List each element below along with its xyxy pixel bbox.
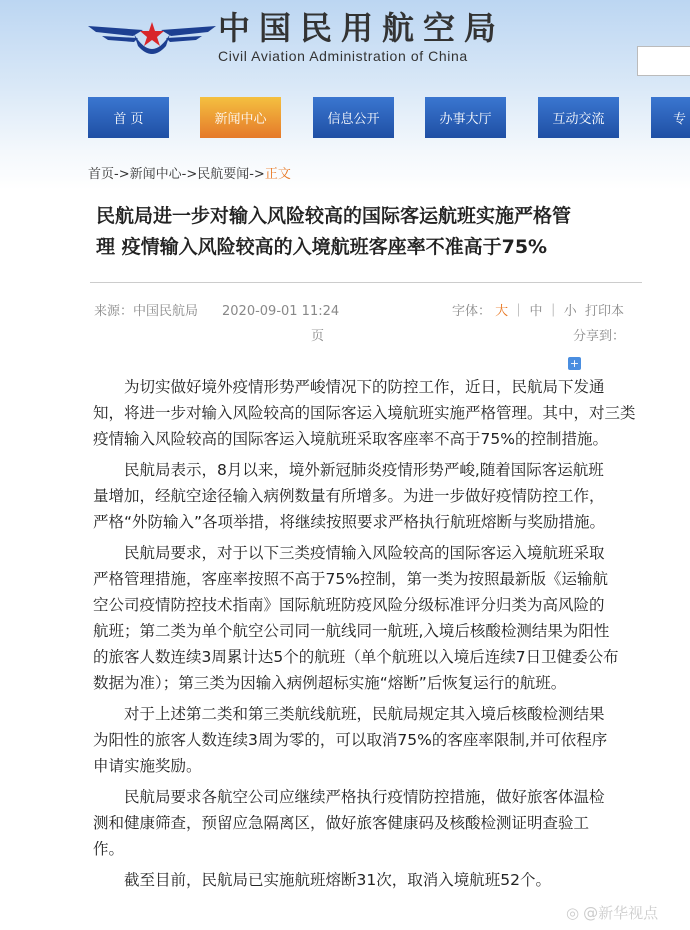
paragraph-line: 疫情输入风险较高的国际客运入境航班采取客座率不高于75%的控制措施。 <box>93 430 608 448</box>
print-button-cont[interactable]: 页 <box>311 329 325 344</box>
article-paragraph <box>93 374 653 452</box>
nav-info-public[interactable]: 信息公开 <box>313 97 394 138</box>
paragraph-line: 申请实施奖励。 <box>93 757 202 775</box>
paragraph-line: 民航局要求，对于以下三类疫情输入风险较高的国际客运入境航班采取 <box>93 544 605 562</box>
share-label: 分享到： <box>573 329 626 344</box>
paragraph-line: 严格“外防输入”各项举措，将继续按照要求严格执行航班熔断与奖励措施。 <box>93 513 606 531</box>
site-title-en: Civil Aviation Administration of China <box>218 48 468 64</box>
divider <box>90 282 642 283</box>
paragraph-line: 数据为准）；第三类为因输入病例超标实施“熔断”后恢复运行的航班。 <box>93 674 567 692</box>
article-paragraph <box>93 540 653 696</box>
article-title <box>96 201 656 263</box>
breadcrumb <box>88 163 291 182</box>
nav-news-center[interactable]: 新闻中心 <box>200 97 281 138</box>
print-button[interactable]: 打印本 <box>585 304 625 319</box>
font-label: 字体： <box>452 304 492 319</box>
article-paragraph <box>93 701 653 779</box>
paragraph-line: 的旅客人数连续3周累计达5个的航班（单个航班以入境后连续7日卫健委公布 <box>93 648 619 666</box>
paragraph-line: 空公司疫情防控技术指南》国际航班防疫风险分级标准评分归类为高风险的 <box>93 596 605 614</box>
watermark-text: @新华视点 <box>583 904 659 922</box>
breadcrumb-sep: -> <box>181 167 198 182</box>
site-header <box>0 0 690 190</box>
font-small-button[interactable]: 小 <box>563 304 577 319</box>
nav-service-hall[interactable]: 办事大厅 <box>425 97 506 138</box>
paragraph-line: 知，将进一步对输入风险较高的国际客运入境航班实施严格管理。其中，对三类 <box>93 404 636 422</box>
article-paragraph <box>93 784 653 862</box>
breadcrumb-home[interactable]: 首页 <box>88 167 115 182</box>
breadcrumb-news[interactable]: 新闻中心 <box>129 167 182 182</box>
font-size-controls: 字体： 大 ｜ 中 ｜ 小 打印本 <box>452 304 625 319</box>
paragraph-line: 民航局表示，8月以来，境外新冠肺炎疫情形势严峻,随着国际客运航班 <box>93 461 604 479</box>
paragraph-line: 为阳性的旅客人数连续3周为零的，可以取消75%的客座率限制,并可依程序 <box>93 731 608 749</box>
search-input[interactable] <box>637 46 690 76</box>
nav-interaction[interactable]: 互动交流 <box>538 97 619 138</box>
caac-logo-icon <box>88 20 216 60</box>
title-line: 民航局进一步对输入风险较高的国际客运航班实施严格管 <box>96 205 572 227</box>
breadcrumb-current: 正文 <box>264 167 291 182</box>
weibo-icon: ◎ <box>566 904 580 922</box>
paragraph-line: 作。 <box>93 840 125 858</box>
article-date: 2020-09-01 11:24 <box>222 304 340 319</box>
article-body <box>93 374 653 898</box>
site-title-cn: 中国民用航空局 <box>218 9 506 47</box>
article-paragraph <box>93 457 653 535</box>
font-big-button[interactable]: 大 <box>495 304 509 319</box>
paragraph-line: 测和健康筛查，预留应急隔离区，做好旅客健康码及核酸检测证明查验工 <box>93 814 590 832</box>
paragraph-line: 截至目前，民航局已实施航班熔断31次，取消入境航班52个。 <box>93 871 551 889</box>
paragraph-line: 严格管理措施，客座率按照不高于75%控制，第一类为按照最新版《运输航 <box>93 570 608 588</box>
article-paragraph <box>93 867 653 893</box>
title-line: 理 疫情输入风险较高的入境航班客座率不准高于75% <box>96 236 548 258</box>
watermark <box>566 904 658 922</box>
breadcrumb-sep: -> <box>114 167 130 182</box>
paragraph-line: 民航局要求各航空公司应继续严格执行疫情防控措施，做好旅客体温检 <box>93 788 605 806</box>
nav-special[interactable]: 专 <box>651 97 690 138</box>
paragraph-line: 量增加，经航空途径输入病例数量有所增多。为进一步做好疫情防控工作， <box>93 487 605 505</box>
font-mid-button[interactable]: 中 <box>529 304 543 319</box>
article-source: 来源：中国民航局 <box>94 304 199 319</box>
nav-home[interactable]: 首 页 <box>88 97 169 138</box>
breadcrumb-caac-news[interactable]: 民航要闻 <box>197 167 250 182</box>
breadcrumb-sep: -> <box>249 167 265 182</box>
share-plus-icon[interactable]: + <box>569 357 580 370</box>
paragraph-line: 航班；第二类为单个航空公司同一航线同一航班,入境后核酸检测结果为阳性 <box>93 622 610 640</box>
paragraph-line: 为切实做好境外疫情形势严峻情况下的防控工作，近日，民航局下发通 <box>93 378 605 396</box>
paragraph-line: 对于上述第二类和第三类航线航班，民航局规定其入境后核酸检测结果 <box>93 705 605 723</box>
